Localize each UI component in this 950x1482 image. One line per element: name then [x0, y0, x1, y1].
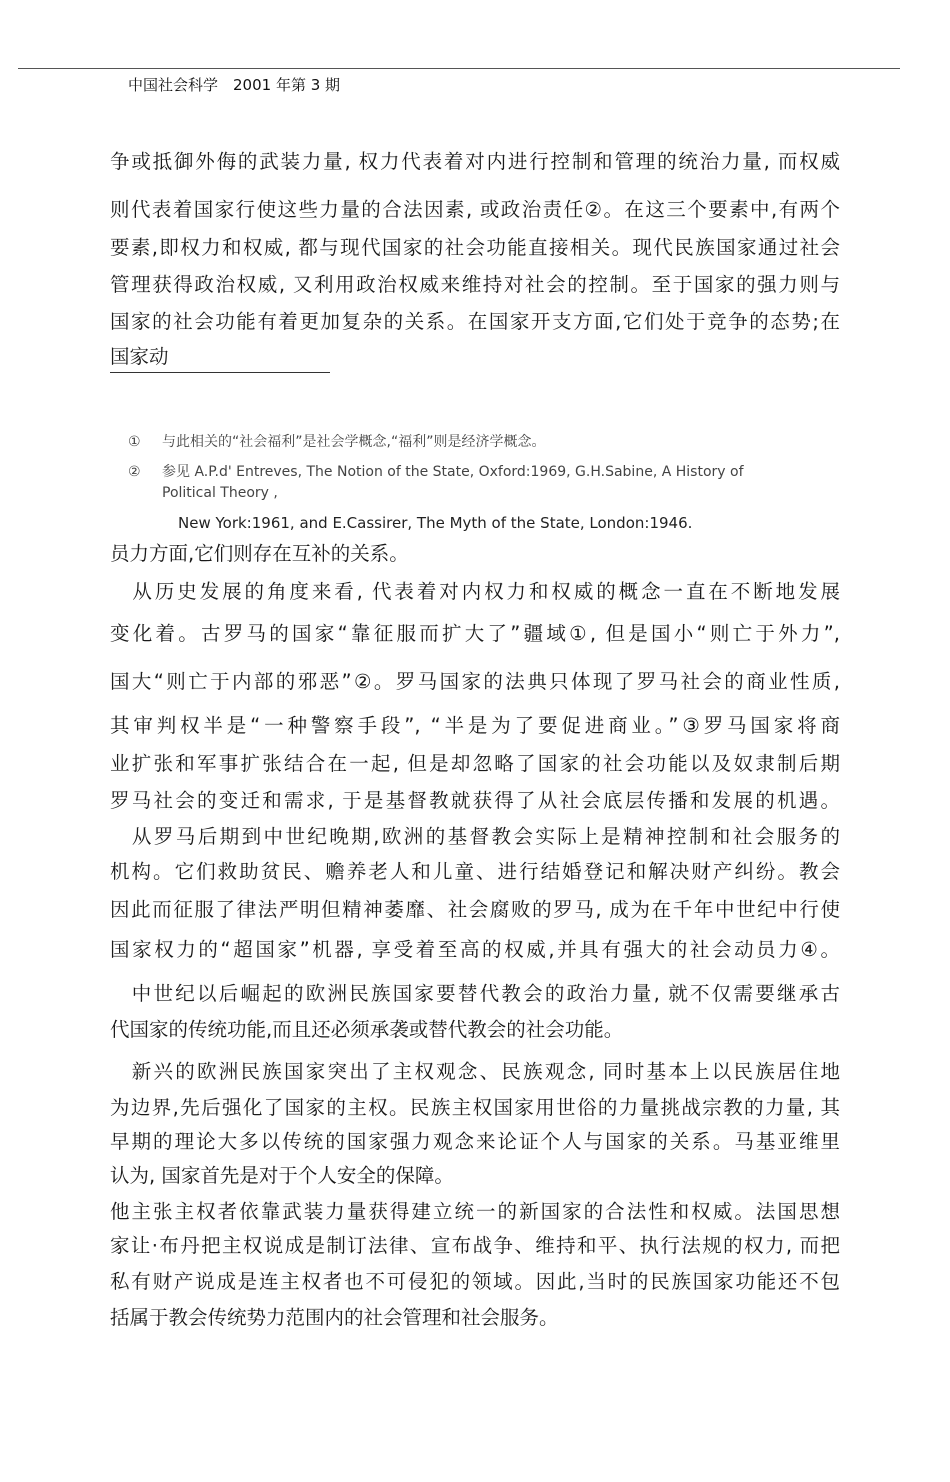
- text-line: 变化着。古罗马的国家“靠征服而扩大了”疆域①, 但是国小“则亡于外力”,: [110, 622, 840, 645]
- text-line: 员力方面,它们则存在互补的关系。: [110, 542, 409, 565]
- text-line: 从历史发展的角度来看, 代表着对内权力和权威的概念一直在不断地发展: [110, 580, 840, 603]
- text-line: 代国家的传统功能,而且还必须承袭或替代教会的社会功能。: [110, 1018, 624, 1041]
- text-line: 其审判权半是“一种警察手段”, “半是为了要促进商业。”③罗马国家将商: [110, 714, 840, 737]
- text-line: 私有财产说成是连主权者也不可侵犯的领域。因此,当时的民族国家功能还不包: [110, 1270, 840, 1293]
- footnote-2-cont: Political Theory ,: [162, 485, 278, 501]
- footnote-1: [128, 431, 545, 451]
- text-line: 罗马社会的变迁和需求, 于是基督教就获得了从社会底层传播和发展的机遇。: [110, 789, 840, 812]
- footnote-text: 参见 A.P.d' Entreves, The Notion of the State, Oxford:1969, G.H.Sabine, A History of: [162, 464, 744, 480]
- text-line: 国大“则亡于内部的邪恶”②。罗马国家的法典只体现了罗马社会的商业性质,: [110, 670, 840, 693]
- header-rule: [18, 68, 900, 69]
- text-line: 认为, 国家首先是对于个人安全的保障。: [110, 1164, 454, 1187]
- footnote-text: 与此相关的“社会福利”是社会学概念,“福利”则是经济学概念。: [162, 434, 546, 450]
- text-line: 则代表着国家行使这些力量的合法因素, 或政治责任②。在这三个要素中,有两个: [110, 198, 840, 221]
- footnote-marker: ①: [128, 434, 141, 450]
- text-line: 早期的理论大多以传统的国家强力观念来论证个人与国家的关系。马基亚维里: [110, 1130, 840, 1153]
- text-line: 括属于教会传统势力范围内的社会管理和社会服务。: [110, 1306, 559, 1329]
- running-header: 中国社会科学 2001 年第 3 期: [128, 76, 341, 94]
- text-line: 争或抵御外侮的武装力量, 权力代表着对内进行控制和管理的统治力量, 而权威: [110, 150, 840, 173]
- text-line: 中世纪以后崛起的欧洲民族国家要替代教会的政治力量, 就不仅需要继承古: [110, 982, 840, 1005]
- text-line: 要素,即权力和权威, 都与现代国家的社会功能直接相关。现代民族国家通过社会: [110, 236, 840, 259]
- footnote-marker: ②: [128, 464, 141, 480]
- text-line: 机构。它们救助贫民、赡养老人和儿童、进行结婚登记和解决财产纠纷。教会: [110, 860, 840, 883]
- text-line: 国家权力的“超国家”机器, 享受着至高的权威,并具有强大的社会动员力④。: [110, 938, 840, 961]
- text-line: 新兴的欧洲民族国家突出了主权观念、民族观念, 同时基本上以民族居住地: [110, 1060, 840, 1083]
- text-line: 从罗马后期到中世纪晚期,欧洲的基督教会实际上是精神控制和社会服务的: [110, 825, 840, 848]
- footnote-2: [128, 461, 744, 481]
- text-line: 他主张主权者依靠武装力量获得建立统一的新国家的合法性和权威。法国思想: [110, 1200, 840, 1223]
- text-line: 家让·布丹把主权说成是制订法律、宣布战争、维持和平、执行法规的权力, 而把: [110, 1234, 840, 1257]
- text-line: 国家动: [110, 345, 169, 368]
- footnote-2-cont: New York:1961, and E.Cassirer, The Myth of the State, London:1946.: [178, 514, 693, 532]
- text-line: 国家的社会功能有着更加复杂的关系。在国家开支方面,它们处于竞争的态势;在: [110, 310, 840, 333]
- text-line: 因此而征服了律法严明但精神萎靡、社会腐败的罗马, 成为在千年中世纪中行使: [110, 898, 840, 921]
- text-line: 管理获得政治权威, 又利用政治权威来维持对社会的控制。至于国家的强力则与: [110, 273, 840, 296]
- text-line: 为边界,先后强化了国家的主权。民族主权国家用世俗的力量挑战宗教的力量, 其: [110, 1096, 840, 1119]
- footnote-rule: [110, 372, 330, 373]
- text-line: 业扩张和军事扩张结合在一起, 但是却忽略了国家的社会功能以及奴隶制后期: [110, 752, 840, 775]
